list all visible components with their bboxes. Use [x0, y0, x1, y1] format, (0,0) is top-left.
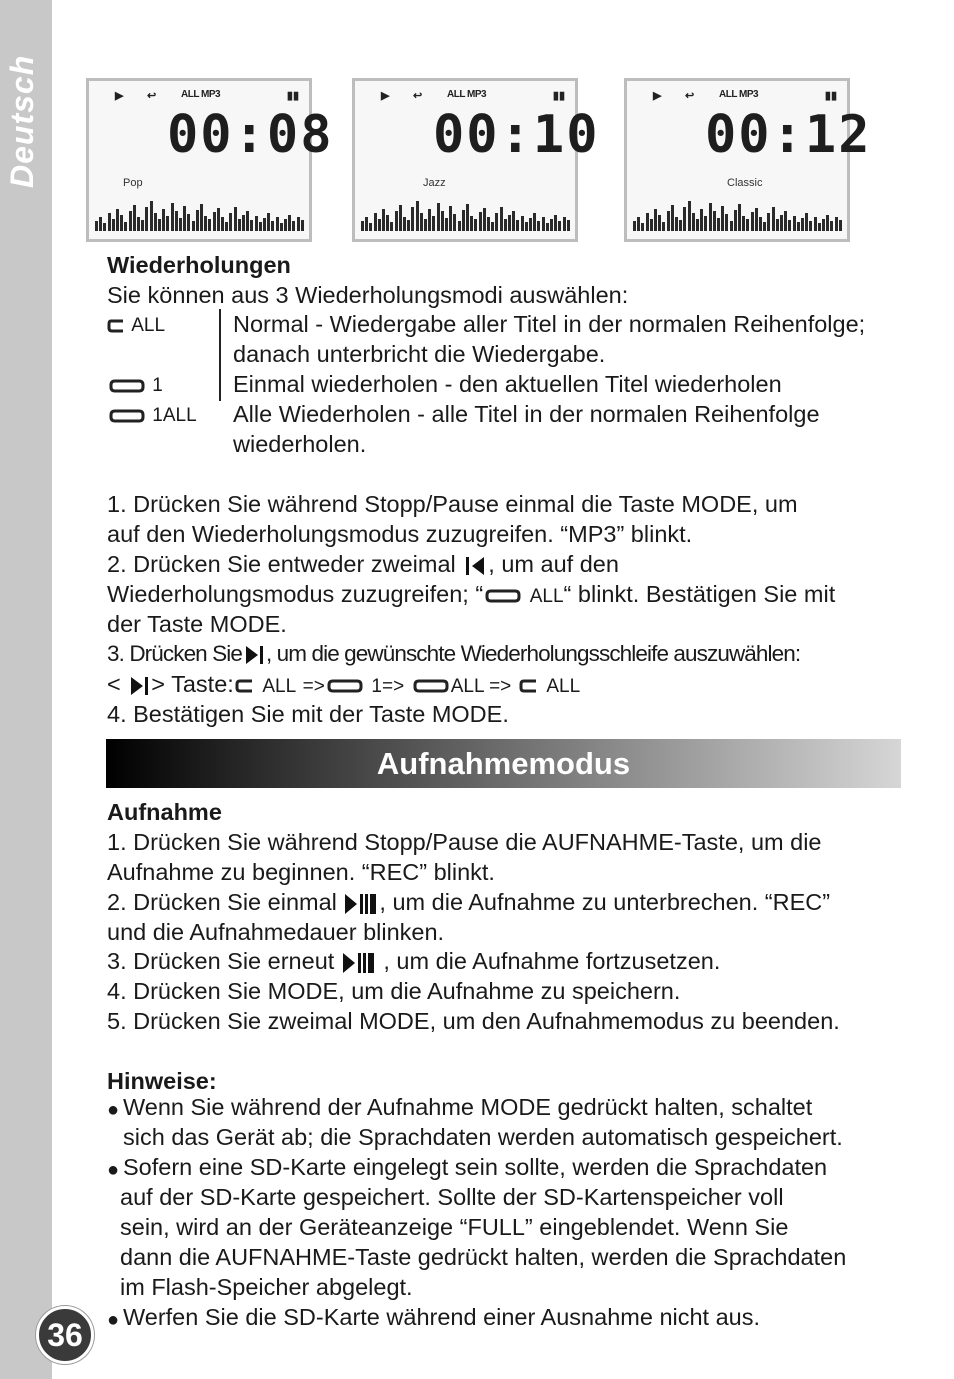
battery-icon: ▮▮	[286, 90, 299, 102]
lcd-time: 00:10	[433, 105, 600, 165]
equalizer-bar	[466, 204, 469, 231]
language-label: Deutsch	[4, 54, 40, 188]
equalizer-bar	[301, 220, 304, 231]
equalizer-bar	[637, 217, 640, 231]
step-text: 3. Drücken Sie	[107, 641, 242, 666]
equalizer-bar	[162, 209, 165, 231]
equalizer-bar	[390, 222, 393, 231]
lcd-status-bar	[367, 89, 565, 103]
equalizer-bar	[830, 221, 833, 231]
equalizer-bar	[671, 205, 674, 231]
equalizer-bar	[221, 217, 224, 231]
equalizer-bar	[772, 207, 775, 231]
note-1b: sich das Gerät ab; die Sprachdaten werden automatisch gespeichert.	[123, 1124, 843, 1150]
repeat-step-2c	[107, 579, 835, 612]
equalizer-bar	[809, 221, 812, 231]
note-2b: auf der SD-Karte gespeichert. Sollte der SD-Kartenspeicher voll	[120, 1184, 784, 1210]
equalizer-bar	[129, 211, 132, 231]
equalizer-bar	[717, 218, 720, 231]
record-step-5: 5. Drücken Sie zweimal MODE, um den Aufnahmemodus zu beenden.	[107, 1008, 840, 1034]
equalizer-bar	[229, 213, 232, 231]
equalizer-bar	[382, 209, 385, 231]
note-2c: sein, wird an der Geräteanzeige “FULL” eingeblendet. Wenn Sie	[120, 1214, 789, 1240]
step-text: =>	[302, 676, 325, 697]
step-text: , um die Aufnahme zu unterbrechen. “REC”	[379, 889, 831, 915]
step-text: , um auf den	[488, 551, 619, 577]
equalizer-bars	[95, 191, 303, 231]
equalizer-bar	[554, 215, 557, 231]
equalizer-bar	[462, 210, 465, 231]
step-text: 3. Drücken Sie erneut	[107, 948, 335, 974]
equalizer-bar	[403, 217, 406, 231]
equalizer-bar	[558, 221, 561, 231]
equalizer-bar	[361, 221, 364, 231]
repeat-single-icon	[518, 678, 540, 694]
equalizer-bar	[428, 209, 431, 231]
equalizer-bar	[646, 213, 649, 231]
note-1a: Wenn Sie während der Aufnahme MODE gedrückt halten, schaltet	[123, 1094, 813, 1120]
record-step-3	[107, 946, 720, 976]
equalizer-bar	[767, 213, 770, 231]
equalizer-bar	[818, 223, 821, 231]
equalizer-bar	[179, 218, 182, 231]
equalizer-bar	[487, 217, 490, 231]
equalizer-bar	[516, 220, 519, 231]
repeat-loop-icon	[483, 588, 523, 604]
equalizer-bar	[437, 203, 440, 231]
step-text: , um die gewünschte Wiederholungsschleife auszuwählen:	[265, 641, 801, 666]
equalizer-bar	[213, 212, 216, 231]
equalizer-bar	[183, 206, 186, 231]
equalizer-bar	[374, 213, 377, 231]
equalizer-bar	[255, 216, 258, 231]
equalizer-bar	[654, 209, 657, 231]
equalizer-bar	[704, 216, 707, 231]
equalizer-bar	[738, 204, 741, 231]
equalizer-bar	[734, 210, 737, 231]
equalizer-bar	[411, 207, 414, 231]
equalizer-bar	[525, 222, 528, 231]
equalizer-bar	[259, 222, 262, 231]
equalizer-bar	[395, 211, 398, 231]
equalizer-bar	[683, 207, 686, 231]
equalizer-bar	[533, 213, 536, 231]
repeat-loop-icon	[107, 378, 147, 394]
equalizer-bar	[141, 220, 144, 231]
equalizer-bar	[276, 217, 279, 231]
repeat-mode-1all-desc-2: wiederholen.	[233, 431, 367, 457]
equalizer-bar	[200, 204, 203, 231]
repeat-intro: Sie können aus 3 Wiederholungsmodi auswählen:	[107, 282, 629, 308]
equalizer-bar	[801, 218, 804, 231]
repeat-heading: Wiederholungen	[107, 252, 291, 278]
repeat-mode-one-label	[107, 371, 163, 401]
equalizer-bar	[730, 221, 733, 231]
record-step-2c: und die Aufnahmedauer blinken.	[107, 919, 445, 945]
equalizer-bar	[746, 219, 749, 231]
play-icon: ▶	[653, 90, 662, 102]
equalizer-bar	[550, 219, 553, 231]
next-track-icon	[242, 644, 266, 666]
repeat-single-icon	[107, 319, 127, 333]
lcd-screen-1	[86, 78, 334, 242]
equalizer-bar	[120, 215, 123, 231]
equalizer-bar	[95, 221, 98, 231]
repeat-step-4: 4. Bestätigen Sie mit der Taste MODE.	[107, 701, 509, 727]
equalizer-bar	[751, 212, 754, 231]
equalizer-bar	[755, 208, 758, 231]
sidebar-strip	[0, 0, 52, 1379]
repeat-loop-icon	[325, 678, 365, 694]
note-2e: im Flash-Speicher abgelegt.	[120, 1274, 413, 1300]
equalizer-bar	[512, 211, 515, 231]
equalizer-bars	[633, 191, 841, 231]
equalizer-bar	[776, 219, 779, 231]
equalizer-bar	[822, 219, 825, 231]
equalizer-bar	[166, 216, 169, 231]
repeat-icon: ↩	[147, 90, 157, 102]
equalizer-bar	[246, 211, 249, 231]
repeat-step-1a: 1. Drücken Sie während Stopp/Pause einmal die Taste MODE, um	[107, 491, 798, 517]
equalizer-bar	[839, 220, 842, 231]
equalizer-bar	[242, 215, 245, 231]
record-step-1b: Aufnahme zu beginnen. “REC” blinkt.	[107, 859, 495, 885]
equalizer-bar	[662, 222, 665, 231]
equalizer-bar	[713, 211, 716, 231]
repeat-mode-1all-desc-1: Alle Wiederholen - alle Titel in der normalen Reihenfolge	[233, 401, 820, 427]
step-text: <	[107, 671, 121, 697]
previous-track-icon	[462, 555, 488, 577]
equalizer-bar	[171, 203, 174, 231]
lcd-time: 00:12	[705, 105, 872, 165]
equalizer-bar	[108, 213, 111, 231]
equalizer-bar	[204, 216, 207, 231]
equalizer-bar	[793, 216, 796, 231]
equalizer-bar	[288, 215, 291, 231]
equalizer-bar	[271, 221, 274, 231]
equalizer-bar	[407, 220, 410, 231]
step-text: “ blinkt. Bestätigen Sie mit	[563, 581, 836, 607]
equalizer-bar	[529, 218, 532, 231]
equalizer-bar	[187, 214, 190, 231]
repeat-mode-all-label	[107, 311, 165, 341]
lcd-screen-2	[352, 78, 600, 242]
equalizer-bar	[709, 203, 712, 231]
repeat-step-1b: auf den Wiederholungsmodus zuzugreifen. “MP3” blinkt.	[107, 521, 693, 547]
equalizer-bar	[386, 215, 389, 231]
repeat-step-3	[107, 639, 800, 669]
repeat-loop-icon	[411, 678, 451, 694]
equalizer-bar	[280, 223, 283, 231]
equalizer-bar	[835, 217, 838, 231]
equalizer-bar	[145, 207, 148, 231]
lcd-mode-text: ALL MP3	[181, 89, 221, 100]
step-text: ALL	[529, 586, 564, 607]
equalizer-bar	[154, 213, 157, 231]
note-3: Werfen Sie die SD-Karte während einer Ausnahme nicht aus.	[123, 1304, 761, 1330]
note-2a: Sofern eine SD-Karte eingelegt sein sollte, werden die Sprachdaten	[123, 1154, 828, 1180]
bullet-icon: ●	[107, 1309, 120, 1331]
equalizer-bar	[399, 205, 402, 231]
equalizer-bar	[633, 221, 636, 231]
repeat-mode-1all-label	[107, 401, 197, 431]
lcd-genre: Jazz	[423, 177, 446, 189]
step-text: 1=>	[371, 676, 405, 697]
equalizer-bar	[542, 217, 545, 231]
lcd-screen-3	[624, 78, 872, 242]
equalizer-bar	[445, 218, 448, 231]
step-text: ALL	[262, 676, 297, 697]
repeat-mode-one-desc: Einmal wiederholen - den aktuellen Titel wiederholen	[233, 371, 782, 397]
equalizer-bar	[365, 217, 368, 231]
lcd-mode-text: ALL MP3	[719, 89, 759, 100]
equalizer-bar	[124, 222, 127, 231]
equalizer-bar	[284, 219, 287, 231]
equalizer-bar	[826, 215, 829, 231]
equalizer-bar	[238, 219, 241, 231]
equalizer-bar	[679, 220, 682, 231]
lcd-time: 00:08	[167, 105, 334, 165]
equalizer-bar	[192, 221, 195, 231]
equalizer-bar	[453, 214, 456, 231]
step-text: 2. Drücken Sie einmal	[107, 889, 337, 915]
equalizer-bar	[470, 216, 473, 231]
repeat-single-icon	[234, 678, 256, 694]
repeat-sequence	[107, 669, 580, 702]
equalizer-bar	[112, 219, 115, 231]
repeat-step-2a	[107, 549, 619, 579]
repeat-mode-all-desc-1: Normal - Wiedergabe aller Titel in der normalen Reihenfolge;	[233, 311, 866, 337]
lcd-status-bar	[639, 89, 837, 103]
equalizer-bar	[133, 205, 136, 231]
repeat-loop-icon	[107, 408, 147, 424]
divider-line	[219, 309, 221, 401]
page-number-badge: 36	[36, 1306, 94, 1364]
step-text: ALL =>	[450, 676, 512, 697]
equalizer-bar	[763, 222, 766, 231]
equalizer-bar	[175, 211, 178, 231]
equalizer-bar	[158, 219, 161, 231]
equalizer-bar	[504, 219, 507, 231]
repeat-mode-label: 1	[152, 375, 163, 396]
equalizer-bar	[479, 212, 482, 231]
equalizer-bar	[696, 219, 699, 231]
equalizer-bar	[458, 221, 461, 231]
equalizer-bar	[474, 219, 477, 231]
equalizer-bar	[208, 219, 211, 231]
equalizer-bar	[721, 206, 724, 231]
record-heading: Aufnahme	[107, 799, 222, 825]
record-step-4: 4. Drücken Sie MODE, um die Aufnahme zu speichern.	[107, 978, 681, 1004]
equalizer-bar	[424, 219, 427, 231]
equalizer-bar	[103, 223, 106, 231]
note-2d: dann die AUFNAHME-Taste gedrückt halten, werden die Sprachdaten	[120, 1244, 847, 1270]
equalizer-bar	[784, 211, 787, 231]
equalizer-bar	[267, 213, 270, 231]
equalizer-bar	[641, 223, 644, 231]
lcd-status-bar	[101, 89, 299, 103]
equalizer-bar	[99, 217, 102, 231]
battery-icon: ▮▮	[552, 90, 565, 102]
equalizer-bar	[292, 221, 295, 231]
equalizer-bar	[688, 201, 691, 231]
equalizer-bar	[483, 208, 486, 231]
repeat-mode-label: ALL	[131, 315, 166, 336]
next-track-icon	[127, 675, 151, 697]
repeat-step-2e: der Taste MODE.	[107, 611, 287, 637]
lcd-genre: Pop	[123, 177, 143, 189]
lcd-mode-text: ALL MP3	[447, 89, 487, 100]
record-step-2a	[107, 887, 830, 917]
equalizer-bar	[788, 220, 791, 231]
equalizer-bar	[692, 213, 695, 231]
record-step-1a: 1. Drücken Sie während Stopp/Pause die AUFNAHME-Taste, um die	[107, 829, 822, 855]
bullet-icon: ●	[107, 1159, 120, 1181]
equalizer-bar	[369, 223, 372, 231]
equalizer-bar	[234, 207, 237, 231]
equalizer-bar	[725, 214, 728, 231]
equalizer-bar	[780, 215, 783, 231]
equalizer-bar	[797, 222, 800, 231]
equalizer-bar	[420, 213, 423, 231]
equalizer-bar	[521, 216, 524, 231]
equalizer-bar	[495, 213, 498, 231]
equalizer-bar	[250, 220, 253, 231]
equalizer-bar	[650, 219, 653, 231]
equalizer-bar	[432, 216, 435, 231]
bullet-icon: ●	[107, 1099, 120, 1121]
equalizer-bar	[805, 213, 808, 231]
equalizer-bar	[675, 217, 678, 231]
equalizer-bar	[416, 201, 419, 231]
step-text: Wiederholungsmodus zuzugreifen; “	[107, 581, 484, 607]
section-title: Aufnahmemodus	[376, 746, 631, 781]
equalizer-bar	[508, 215, 511, 231]
equalizer-bar	[759, 217, 762, 231]
equalizer-bar	[537, 221, 540, 231]
equalizer-bar	[658, 215, 661, 231]
repeat-mode-label: 1ALL	[152, 405, 197, 426]
repeat-icon: ↩	[413, 90, 423, 102]
equalizer-bar	[546, 223, 549, 231]
notes-heading: Hinweise:	[107, 1068, 217, 1094]
play-pause-icon	[341, 951, 377, 975]
equalizer-bar	[196, 210, 199, 231]
equalizer-bar	[567, 220, 570, 231]
equalizer-bar	[449, 206, 452, 231]
equalizer-bar	[667, 211, 670, 231]
step-text: ALL	[546, 676, 581, 697]
equalizer-bar	[563, 217, 566, 231]
equalizer-bar	[814, 217, 817, 231]
equalizer-bar	[441, 211, 444, 231]
step-text: 2. Drücken Sie entweder zweimal	[107, 551, 456, 577]
equalizer-bar	[500, 207, 503, 231]
play-icon: ▶	[115, 90, 124, 102]
equalizer-bar	[263, 218, 266, 231]
equalizer-bar	[150, 201, 153, 231]
repeat-mode-all-desc-2: danach unterbricht die Wiedergabe.	[233, 341, 606, 367]
equalizer-bar	[116, 209, 119, 231]
repeat-icon: ↩	[685, 90, 695, 102]
play-pause-icon	[343, 892, 379, 916]
equalizer-bar	[378, 219, 381, 231]
play-icon: ▶	[381, 90, 390, 102]
equalizer-bar	[700, 209, 703, 231]
equalizer-bar	[491, 222, 494, 231]
equalizer-bar	[225, 222, 228, 231]
equalizer-bar	[217, 208, 220, 231]
section-banner	[106, 739, 901, 788]
lcd-genre: Classic	[727, 177, 763, 189]
step-text: , um die Aufnahme fortzusetzen.	[383, 948, 721, 974]
equalizer-bar	[742, 216, 745, 231]
equalizer-bar	[297, 217, 300, 231]
step-text: > Taste:	[151, 671, 234, 697]
battery-icon: ▮▮	[824, 90, 837, 102]
equalizer-bar	[137, 217, 140, 231]
equalizer-bars	[361, 191, 569, 231]
